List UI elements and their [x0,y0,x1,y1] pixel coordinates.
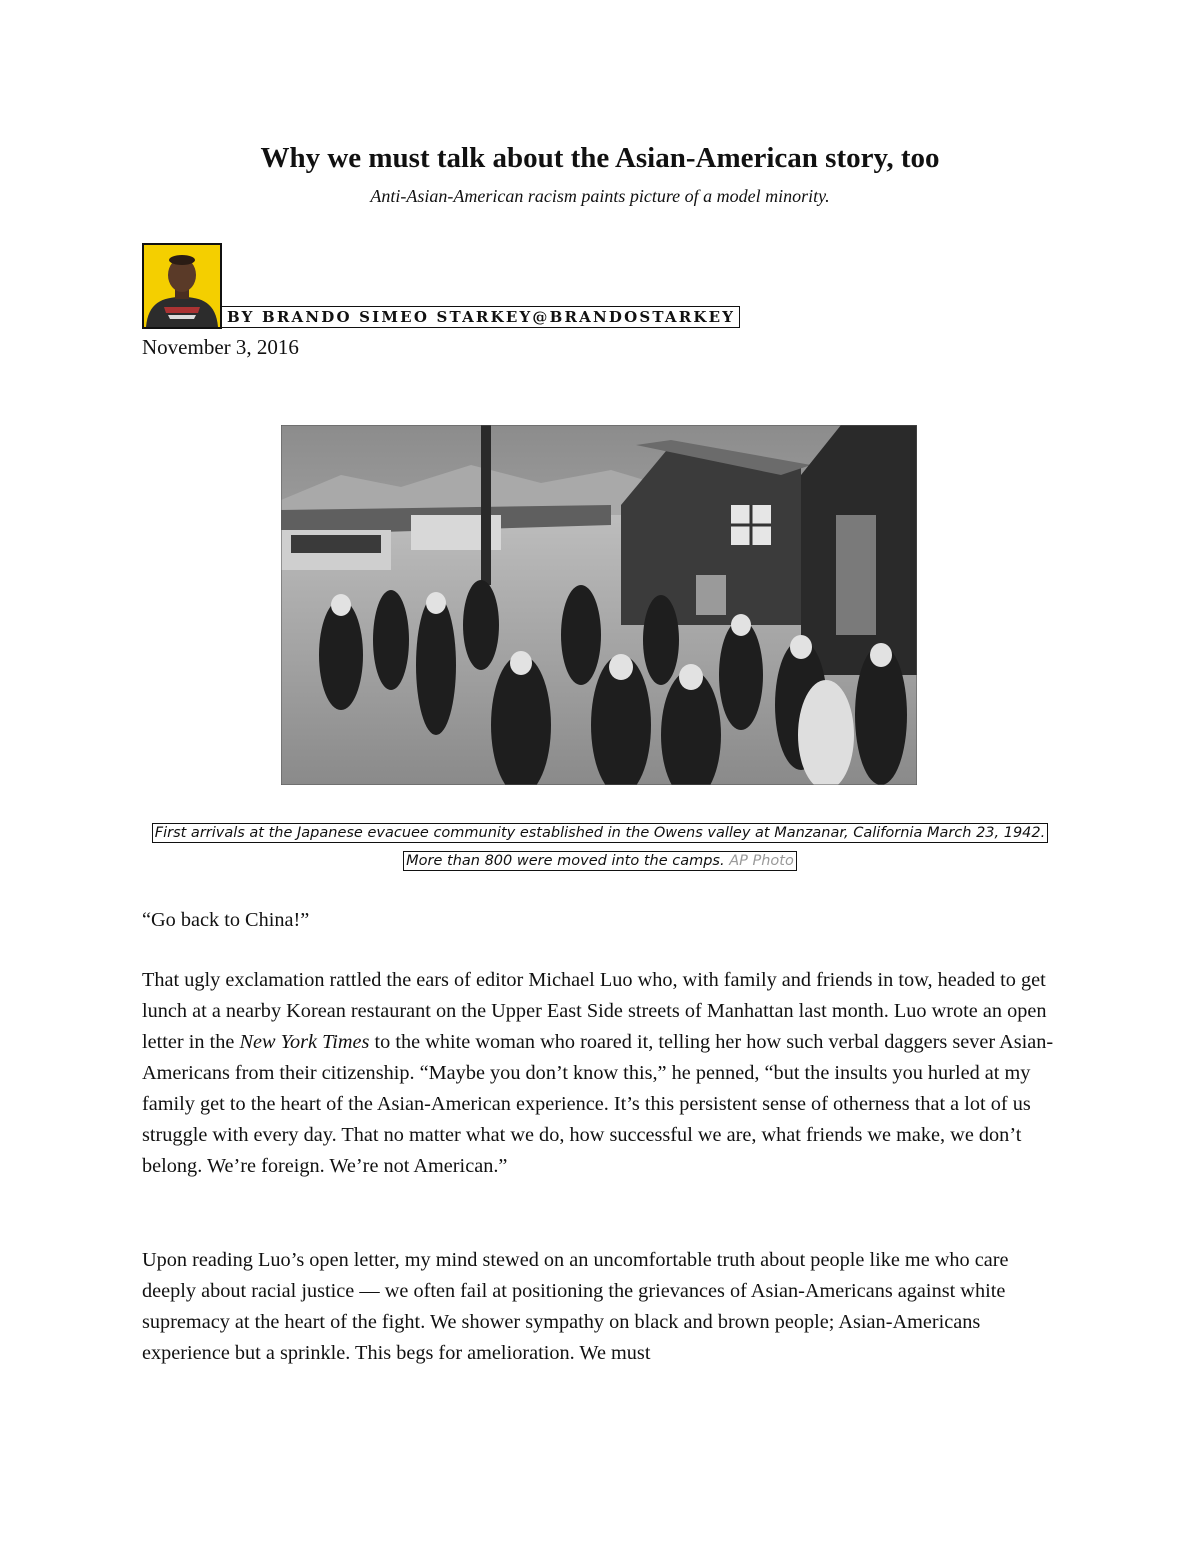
body-paragraph-1: “Go back to China!” [142,909,310,931]
author-avatar[interactable] [142,243,222,329]
author-byline[interactable]: BY BRANDO SIMEO STARKEY@BRANDOSTARKEY [220,306,740,328]
article-subtitle: Anti-Asian-American racism paints picture of a model minority. [370,186,830,206]
author-photo [144,245,220,327]
article-photo [281,425,917,785]
publish-date: November 3, 2016 [142,335,299,359]
article-title: Why we must talk about the Asian-American story, too [260,142,940,174]
caption-link[interactable] [152,823,1049,871]
paragraph-2-text-b: to the white woman who roared it, telling her how such verbal daggers sever Asian-Americans from their citizenship. “Maybe you don’t know this,” he penned, “but the insults you hurled at my family get to the heart of the Asian-American experience. It’s this persistent sense of otherness that a lot of us struggle with every day. That no matter what we do, how successful we are, what friends we make, we don’t belong. We’re foreign. We’re not American.” [142,1031,1054,1177]
manzanar-photo [281,425,917,785]
photo-credit: AP Photo [729,853,794,869]
photo-caption [150,819,1050,875]
publication-name: New York Times [239,1031,370,1053]
paragraph-2-text-a: That ugly exclamation rattled the ears of editor Michael Luo who, with family and friends in tow, headed to get lunch at a nearby Korean restaurant on the Upper East Side streets of Manhattan last month. Luo wrote an open letter in the [142,969,1047,1053]
body-paragraph-3: Upon reading Luo’s open letter, my mind stewed on an uncomfortable truth about people like me who care deeply about racial justice — we often fail at positioning the grievances of Asian-Americans against white supremacy at the heart of the fight. We shower sympathy on black and brown people; Asian-Americans experience but a sprinkle. This begs for amelioration. We must [142,1249,1009,1364]
body-paragraph-2 [142,965,1062,1182]
caption-text: First arrivals at the Japanese evacuee community established in the Owens valley at Manzanar, California March 23, 1942. More than 800 were moved into the camps. [154,825,1046,869]
